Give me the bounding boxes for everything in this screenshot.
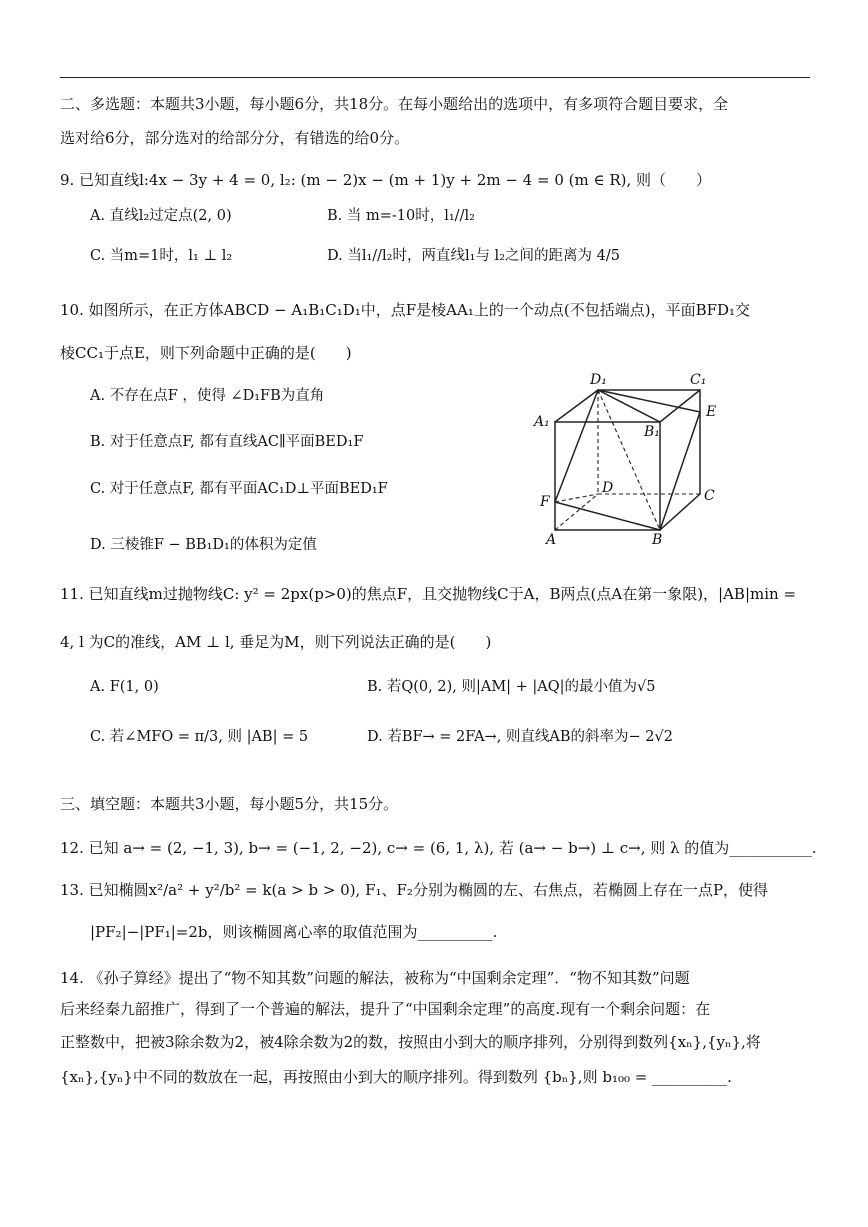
q12-text: 12. 已知 a→ = (2, −1, 3), b→ = (−1, 2, −2), c→ = (6, 1, λ), 若 (a→ − b→) ⊥ c→, 则 λ 的值为___________. — [60, 839, 817, 857]
q11-option-c: C. 若∠MFO = π/3, 则 |AB| = 5 — [90, 729, 309, 745]
q10-stem-line2: 棱CC₁于点E，则下列命题中正确的是( ) — [60, 344, 352, 362]
label-a: A — [546, 532, 557, 544]
q10-stem-line1: 10. 如图所示，在正方体ABCD − A₁B₁C₁D₁中，点F是棱AA₁上的一个动点(不包括端点)，平面BFD₁交 — [60, 301, 751, 319]
q11-option-a: A. F(1, 0) — [90, 679, 159, 695]
q11-stem-line2: 4, l 为C的准线，AM ⊥ l, 垂足为M，则下列说法正确的是( ) — [60, 633, 492, 651]
label-b: B — [652, 532, 663, 544]
segment-d1b1 — [598, 390, 660, 422]
q13-line2: |PF₂|−|PF₁|=2b，则该椭圆离心率的取值范围为__________. — [90, 923, 498, 941]
label-b1: B₁ — [644, 424, 660, 440]
hidden-segment-fd — [555, 494, 598, 502]
section2-header-line2: 选对给6分，部分选对的给部分分，有错选的给0分。 — [60, 129, 410, 147]
q10-option-a: A. 不存在点F ，使得 ∠D₁FB为直角 — [90, 388, 325, 404]
top-rule — [60, 77, 810, 78]
q10-option-c: C. 对于任意点F, 都有平面AC₁D⊥平面BED₁F — [90, 481, 388, 497]
q9-option-a: A. 直线l₂过定点(2, 0) — [90, 208, 232, 224]
edge-b1c1 — [660, 390, 700, 422]
q9-stem: 9. 已知直线l:4x − 3y + 4 = 0, l₂: (m − 2)x − (m + 1)y + 2m − 4 = 0 (m ∈ R), 则（ ） — [60, 171, 712, 189]
hidden-diagonal-d1b — [598, 390, 660, 530]
section2-header-line1: 二、多选题：本题共3小题，每小题6分，共18分。在每小题给出的选项中，有多项符合题目要求，全 — [60, 95, 729, 113]
section3-header: 三、填空题：本题共3小题，每小题5分，共15分。 — [60, 795, 399, 813]
q14-line1: 14. 《孙子算经》提出了“物不知其数”问题的解法，被称为“中国剩余定理”．“物不知其数”问题 — [60, 969, 690, 987]
label-d1: D₁ — [590, 372, 607, 388]
q11-option-d: D. 若BF→ = 2FA→, 则直线AB的斜率为− 2√2 — [367, 729, 674, 745]
q11-stem-line1: 11. 已知直线m过抛物线C: y² = 2px(p>0)的焦点F，且交抛物线C于A，B两点(点A在第一象限)，|AB|min = — [60, 585, 797, 603]
label-d: D — [602, 480, 614, 496]
label-e: E — [706, 404, 717, 420]
cube-figure — [530, 372, 730, 544]
q11-option-b: B. 若Q(0, 2), 则|AM| + |AQ|的最小值为√5 — [367, 679, 656, 695]
q14-line4: {xₙ},{yₙ}中不同的数放在一起，再按照由小到大的顺序排列。得到数列 {bₙ},则 b₁₀₀ = __________. — [60, 1068, 732, 1086]
q10-option-d: D. 三棱锥F − BB₁D₁的体积为定值 — [90, 537, 317, 553]
q9-option-c: C. 当m=1时，l₁ ⊥ l₂ — [90, 248, 233, 264]
label-a1: A₁ — [534, 414, 550, 430]
q13-line1: 13. 已知椭圆x²/a² + y²/b² = k(a > b > 0), F₁、F₂分别为椭圆的左、右焦点，若椭圆上存在一点P，使得 — [60, 881, 769, 899]
segment-fb — [555, 502, 660, 530]
q10-option-b: B. 对于任意点F, 都有直线AC∥平面BED₁F — [90, 434, 364, 450]
q9-option-b: B. 当 m=-10时，l₁//l₂ — [327, 208, 475, 224]
q14-line3: 正整数中，把被3除余数为2，被4除余数为2的数，按照由小到大的顺序排列，分别得到数列{xₙ},{yₙ},将 — [60, 1033, 761, 1051]
q14-line2: 后来经秦九韶推广，得到了一个普遍的解法，提升了“中国剩余定理”的高度.现有一个剩余问题：在 — [60, 1000, 711, 1018]
label-f: F — [540, 494, 550, 510]
segment-d1e — [598, 390, 700, 412]
label-c1: C₁ — [690, 372, 707, 388]
q9-option-d: D. 当l₁//l₂时，两直线l₁与 l₂之间的距离为 4/5 — [327, 248, 620, 264]
label-c: C — [704, 488, 715, 504]
